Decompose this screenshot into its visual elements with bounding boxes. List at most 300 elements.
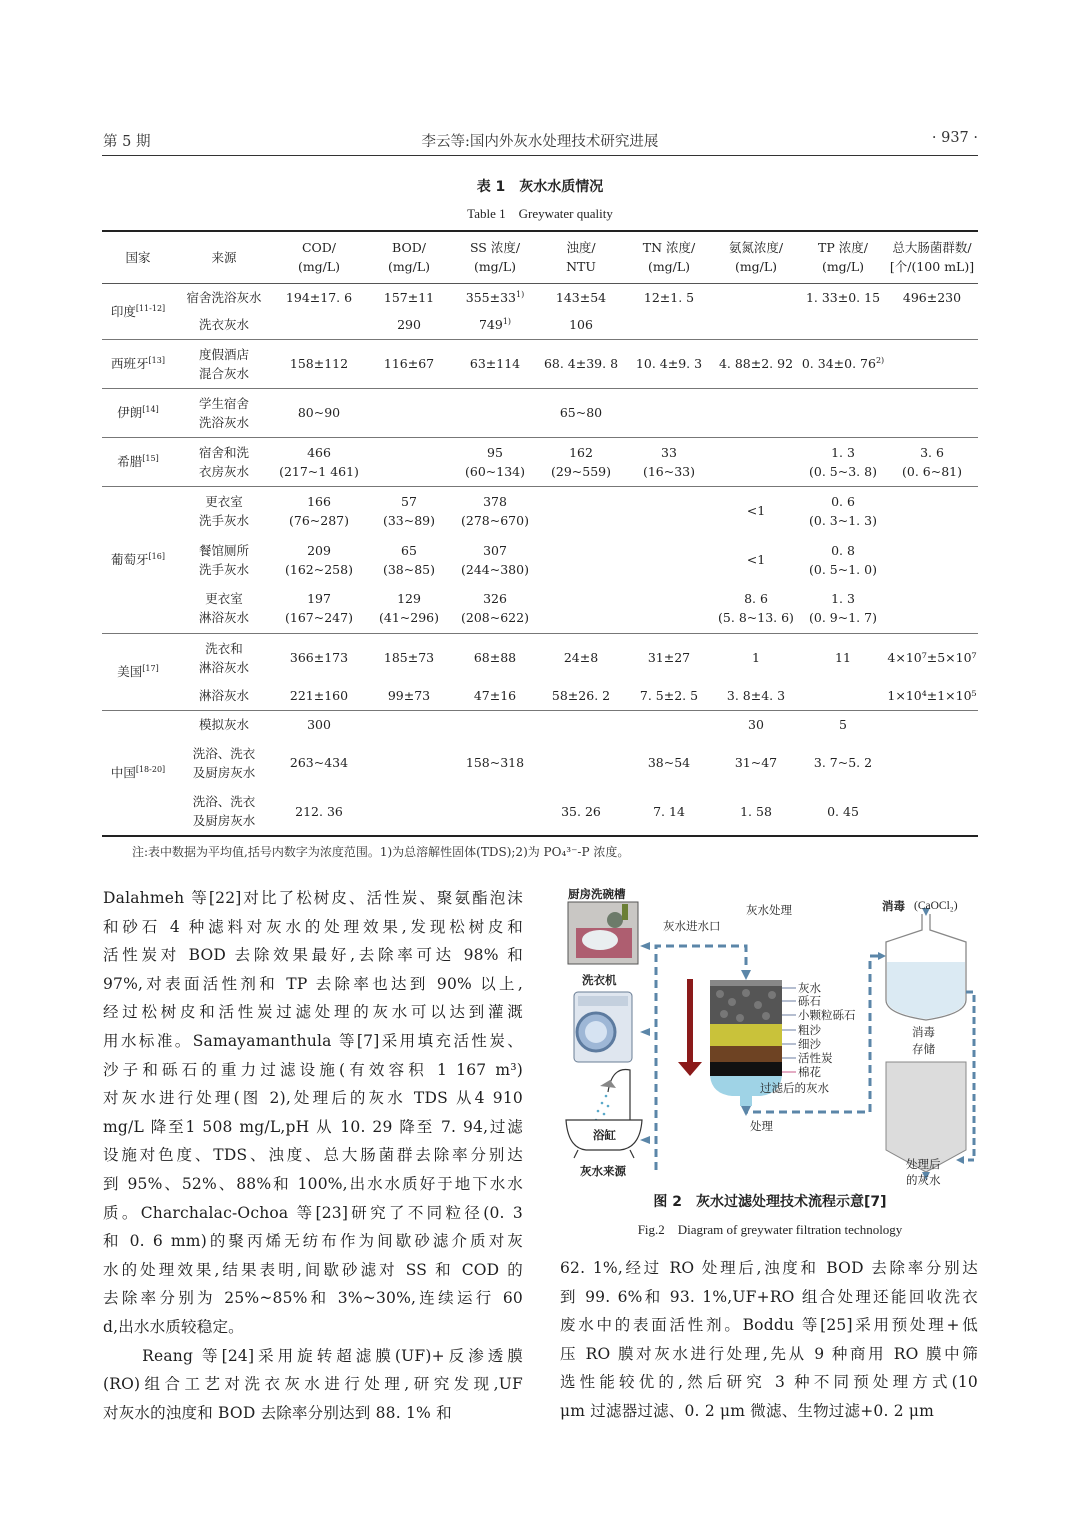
right-column-text [560, 1254, 978, 1426]
bod-value: 65 [401, 542, 417, 558]
tn-value: 38~54 [647, 755, 691, 770]
source-line: 宿舍洗浴灰水 [186, 289, 262, 305]
text-line: 和 0. 6 mm)的聚丙烯无纺布作为间歇砂滤介质对灰 [103, 1232, 523, 1251]
tp-value: 0. 8 [831, 542, 855, 558]
footnote-mark: 2) [875, 356, 885, 365]
label-greywater-treatment: 灰水处理 [746, 903, 792, 917]
bod-value: (33~89) [382, 512, 436, 528]
column-header [454, 231, 536, 283]
nh-value: 31~47 [734, 755, 778, 770]
tp-value: 1. 3 [831, 591, 855, 607]
tp-cell [800, 311, 886, 339]
country-cell [102, 486, 174, 633]
cod-value: 466 [307, 444, 331, 460]
country-cell [102, 388, 174, 437]
table-row [102, 486, 978, 535]
source-line: 学生宿舍 [198, 395, 249, 411]
tn-cell [626, 584, 712, 633]
column-header-line1: 浊度/ [566, 240, 596, 256]
source-cell [174, 710, 274, 738]
ss-cell [454, 633, 536, 682]
header-rule [102, 155, 978, 156]
source-line: 洗浴灰水 [198, 414, 249, 430]
coli-cell [886, 283, 978, 311]
turb-value: 162 [569, 444, 593, 460]
ss-cell [454, 710, 536, 738]
label-disinfect-store-1: 消毒 [912, 1025, 935, 1039]
bod-value: 157±11 [383, 289, 435, 305]
country-reference: [16] [148, 552, 165, 561]
source-line: 淋浴灰水 [198, 688, 249, 704]
table-row [102, 682, 978, 710]
column-header-line1: 来源 [211, 249, 237, 265]
source-cell [174, 388, 274, 437]
nh-cell [712, 633, 800, 682]
text-line: 水的处理效果,结果表明,间歇砂滤对 SS 和 COD 的 [103, 1260, 523, 1279]
coli-value: 4×10⁷±5×10⁷ [887, 650, 977, 666]
cod-value: 366±173 [289, 650, 349, 666]
tn-cell [626, 633, 712, 682]
source-line: 洗手灰水 [198, 512, 249, 528]
column-header-line1: TP 浓度/ [818, 240, 868, 256]
country-name: 伊朗 [117, 405, 143, 420]
source-line: 洗浴、洗衣 [192, 794, 256, 809]
tp-value: 0. 34±0. 76 [801, 356, 876, 371]
nh-cell [712, 311, 800, 339]
table-row [102, 584, 978, 633]
cod-value: 221±160 [289, 688, 349, 704]
running-title: 李云等:国内外灰水处理技术研究进展 [421, 134, 659, 150]
tp-value: 5 [839, 716, 847, 732]
text-line: 97%,对表面活性剂和 TP 去除率也达到 90% 以上, [103, 974, 523, 993]
country-name: 中国 [110, 765, 136, 781]
kitchen-sink-icon [568, 902, 638, 964]
cod-value: (76~287) [289, 512, 349, 528]
country-group [102, 710, 978, 836]
table-row [102, 738, 978, 787]
ss-value-wrap [454, 288, 536, 307]
coli-cell [886, 311, 978, 339]
ss-cell [454, 584, 536, 633]
nh-value: 30 [748, 716, 764, 732]
bod-cell [364, 535, 454, 584]
label-inlet: 灰水进水口 [663, 919, 721, 933]
source-cell [174, 283, 274, 311]
text-line: 和砂石 4 种滤料对灰水的处理效果,发现松树皮和 [103, 917, 523, 936]
label-greywater-source: 灰水来源 [580, 1164, 626, 1178]
turb-cell [536, 437, 626, 486]
ss-cell [454, 437, 536, 486]
tp-value: (0. 5~3. 8) [809, 463, 877, 479]
table-note: 注:表中数据为平均值,括号内数字为浓度范围。1)为总溶解性固体(TDS);2)为 PO₄³⁻-P 浓度。 [132, 845, 630, 859]
country-reference: [18-20] [135, 765, 166, 775]
column-header-line2: [个/(100 mL)] [889, 259, 975, 275]
cod-cell [274, 535, 364, 584]
ss-cell [454, 486, 536, 535]
tn-value: 12±1. 5 [643, 289, 695, 305]
filter-layer-label: 棉花 [798, 1065, 821, 1079]
source-line: 及厨房灰水 [192, 764, 256, 780]
column-header [626, 231, 712, 283]
source-line: 淋浴灰水 [198, 610, 249, 626]
turb-cell [536, 633, 626, 682]
table-row [102, 388, 978, 437]
column-header [102, 231, 174, 283]
text-line: Reang 等[24]采用旋转超滤膜(UF)+反渗透膜 [103, 1346, 523, 1365]
cod-value: 300 [307, 716, 331, 732]
nh-cell [712, 738, 800, 787]
cod-value: 158±112 [289, 356, 349, 371]
nh-cell [712, 388, 800, 437]
tp-value: 0. 6 [831, 493, 855, 509]
country-name: 西班牙 [111, 356, 149, 371]
coli-cell [886, 682, 978, 710]
tp-cell [800, 584, 886, 633]
source-line: 洗手灰水 [198, 561, 249, 577]
ss-value: 63±114 [469, 356, 521, 371]
layer-ticks [782, 988, 796, 1072]
turb-cell [536, 535, 626, 584]
source-cell [174, 486, 274, 535]
issue-number: 第 5 期 [103, 134, 151, 150]
filter-layer-label: 小颗粒砾石 [798, 1008, 856, 1022]
cod-value: 80~90 [297, 405, 341, 420]
ss-value: 355±33 [465, 289, 517, 305]
text-line: 去除率分别为 25%~85%和 3%~30%,连续运行 60 [103, 1289, 523, 1308]
table-row [102, 535, 978, 584]
bod-value: (38~85) [382, 561, 436, 577]
figure-2-diagram [560, 880, 980, 1190]
source-line: 度假酒店 [198, 346, 249, 362]
ss-value: (208~622) [461, 610, 529, 626]
table-row [102, 339, 978, 388]
tn-value: 31±27 [647, 650, 691, 666]
tp-value: 1. 33±0. 15 [805, 289, 881, 305]
turb-value: 65~80 [559, 405, 603, 420]
tn-value: (16~33) [642, 463, 696, 479]
country-name: 希腊 [117, 454, 143, 469]
column-header-line2: (mg/L) [387, 259, 431, 275]
greywater-quality-table [102, 230, 978, 837]
cod-value: 209 [307, 542, 331, 558]
nh-cell [712, 682, 800, 710]
column-header-line1: COD/ [301, 240, 337, 256]
bod-value: 290 [397, 317, 421, 333]
tn-cell [626, 738, 712, 787]
turb-value: (29~559) [551, 463, 611, 479]
country-cell [102, 437, 174, 486]
cod-cell [274, 486, 364, 535]
ss-value-wrap [454, 315, 536, 334]
turb-value: 24±8 [563, 650, 599, 666]
ss-value: 95 [487, 444, 503, 460]
country-reference: [17] [142, 664, 159, 673]
tn-cell [626, 388, 712, 437]
source-line: 更衣室 [205, 493, 243, 509]
turb-cell [536, 311, 626, 339]
table-caption-cn: 表 1 灰水水质情况 [476, 179, 604, 195]
ss-value: 68±88 [473, 650, 517, 666]
tp-value: (0. 9~1. 7) [809, 610, 877, 626]
source-line: 餐馆厕所 [198, 542, 249, 558]
nh-value: 8. 6 [744, 591, 768, 607]
tn-value: 7. 5±2. 5 [639, 688, 699, 704]
bod-value: 57 [401, 493, 417, 509]
table-header [102, 231, 978, 283]
tp-value: 11 [835, 650, 851, 666]
country-name: 印度 [110, 303, 136, 319]
source-line: 淋浴灰水 [198, 659, 249, 675]
tn-cell [626, 311, 712, 339]
country-cell [102, 633, 174, 710]
bod-cell [364, 710, 454, 738]
nh-value: (5. 8~13. 6) [718, 610, 794, 626]
source-line: 洗浴、洗衣 [192, 745, 256, 761]
column-header [712, 231, 800, 283]
text-line: d,出水水质较稳定。 [103, 1317, 244, 1336]
bod-value: 116±67 [383, 356, 435, 371]
tp-cell [800, 486, 886, 535]
coli-cell [886, 535, 978, 584]
bathtub-icon [566, 1069, 642, 1158]
table-row [102, 710, 978, 738]
turb-cell [536, 710, 626, 738]
turb-value: 106 [569, 317, 593, 333]
tn-cell [626, 535, 712, 584]
flow-direction-arrow [678, 979, 702, 1076]
label-bathtub: 浴缸 [593, 1128, 616, 1142]
source-cell [174, 633, 274, 682]
bod-cell [364, 339, 454, 388]
turb-cell [536, 682, 626, 710]
country-group [102, 339, 978, 388]
country-group [102, 633, 978, 710]
table-row [102, 633, 978, 682]
column-header [364, 231, 454, 283]
source-cell [174, 738, 274, 787]
cod-value: 263~434 [289, 755, 349, 770]
tp-value: 0. 45 [827, 803, 859, 819]
column-header-line2: (mg/L) [473, 259, 517, 275]
column-header-line1: 国家 [125, 249, 151, 265]
ss-value: (278~670) [461, 512, 529, 528]
table-row [102, 787, 978, 836]
left-column-text [103, 884, 523, 1427]
cod-cell [274, 738, 364, 787]
coli-cell [886, 486, 978, 535]
label-treated-1: 处理后 [906, 1157, 941, 1171]
nh-cell [712, 437, 800, 486]
source-line: 及厨房灰水 [192, 813, 256, 828]
country-cell [102, 710, 174, 836]
filter-layer-label: 砾石 [798, 994, 821, 1008]
bod-cell [364, 787, 454, 836]
tp-value: (0. 5~1. 0) [809, 561, 877, 577]
label-washing-machine: 洗衣机 [582, 973, 617, 987]
tn-cell [626, 339, 712, 388]
ss-cell [454, 738, 536, 787]
column-header [800, 231, 886, 283]
cod-value: 212. 36 [295, 803, 343, 819]
tp-cell [800, 283, 886, 311]
text-line: Dalahmeh 等[22]对比了松树皮、活性炭、聚氨酯泡沫 [103, 889, 523, 907]
country-group [102, 486, 978, 633]
tn-cell [626, 710, 712, 738]
label-treatment: 处理 [750, 1119, 773, 1133]
table-row [102, 283, 978, 311]
country-name: 葡萄牙 [111, 552, 149, 567]
cod-value: (167~247) [285, 610, 353, 626]
ss-cell [454, 682, 536, 710]
turb-cell [536, 339, 626, 388]
turb-value: 58±26. 2 [551, 688, 611, 704]
tn-cell [626, 787, 712, 836]
cod-cell [274, 283, 364, 311]
ss-cell [454, 311, 536, 339]
bod-value: 185±73 [383, 650, 435, 666]
figure-caption-cn: 图 2 灰水过滤处理技术流程示意[7] [653, 1194, 887, 1210]
bod-value: 129 [397, 591, 421, 607]
country-group [102, 388, 978, 437]
washing-machine-icon [574, 992, 632, 1062]
cod-value: (162~258) [285, 561, 353, 577]
ss-cell [454, 535, 536, 584]
tp-cell [800, 710, 886, 738]
tp-cell [800, 388, 886, 437]
coli-value: 1×10⁴±1×10⁵ [887, 688, 977, 704]
column-header [536, 231, 626, 283]
cod-cell [274, 633, 364, 682]
source-line: 衣房灰水 [198, 463, 249, 479]
bod-value: (41~296) [379, 610, 439, 626]
country-reference: [14] [142, 405, 159, 414]
text-line: 用水标准。Samayamanthula 等[7]采用填充活性炭、 [103, 1031, 523, 1050]
filter-layer-label: 灰水 [798, 981, 821, 995]
cod-cell [274, 339, 364, 388]
text-line: 活性炭对 BOD 去除效果最好,去除率可达 98% 和 [103, 946, 523, 965]
column-header-line1: 总大肠菌群数/ [892, 240, 972, 256]
turb-cell [536, 388, 626, 437]
coli-cell [886, 584, 978, 633]
bod-cell [364, 437, 454, 486]
source-line: 宿舍和洗 [198, 444, 249, 460]
cod-cell [274, 682, 364, 710]
ss-value: 326 [483, 591, 507, 607]
column-header-line2: (mg/L) [734, 259, 778, 275]
tn-cell [626, 682, 712, 710]
nh-value: 3. 8±4. 3 [726, 688, 786, 704]
tn-cell [626, 437, 712, 486]
text-line: 到 95%、52%、88%和 100%,出水水质好于地下水水 [103, 1174, 523, 1193]
bod-cell [364, 283, 454, 311]
turb-cell [536, 787, 626, 836]
nh-cell [712, 584, 800, 633]
cod-cell [274, 388, 364, 437]
nh-value: 4. 88±2. 92 [718, 356, 794, 371]
text-line: 对灰水进行处理(图 2),处理后的灰水 TDS 从4 910 [103, 1089, 523, 1108]
ss-cell [454, 283, 536, 311]
coli-value: 496±230 [902, 289, 962, 305]
ss-value: 749 [478, 317, 503, 333]
coli-value: 3. 6 [920, 444, 944, 460]
ss-value: 158~318 [465, 755, 525, 770]
label-calcium-hypochlorite: (CaOCl₂) [914, 900, 958, 912]
bod-cell [364, 633, 454, 682]
column-header-line2: NTU [566, 259, 596, 275]
source-line: 混合灰水 [198, 365, 249, 381]
column-header-line1: SS 浓度/ [469, 240, 521, 256]
tp-value: (0. 3~1. 3) [809, 512, 877, 528]
bod-cell [364, 486, 454, 535]
tp-cell [800, 437, 886, 486]
nh-cell [712, 486, 800, 535]
text-line: 62. 1%,经过 RO 处理后,浊度和 BOD 去除率分别达 [560, 1259, 978, 1277]
column-header-line1: 氨氮浓度/ [728, 240, 784, 256]
text-line: 经过松树皮和活性炭过滤处理的灰水可以达到灌溉 [103, 1003, 523, 1022]
tn-value: 33 [661, 444, 677, 460]
text-line: 废水中的表面活性剂。Boddu 等[25]采用预处理+低 [560, 1316, 978, 1335]
country-cell [102, 339, 174, 388]
cod-value: 197 [307, 591, 331, 607]
nh-cell [712, 339, 800, 388]
source-cell [174, 682, 274, 710]
tn-value: 10. 4±9. 3 [635, 356, 703, 371]
source-cell [174, 787, 274, 836]
bod-cell [364, 388, 454, 437]
source-line: 模拟灰水 [198, 716, 249, 732]
filter-layer-label: 细沙 [798, 1037, 821, 1051]
cod-value: (217~1 461) [279, 463, 359, 479]
nh-value: 1. 58 [740, 803, 772, 819]
tp-cell [800, 682, 886, 710]
text-line: 选性能较优的,然后研究 3 种不同预处理方式(10 [560, 1373, 978, 1392]
cod-value: 166 [307, 493, 331, 509]
tn-cell [626, 486, 712, 535]
tp-cell [800, 787, 886, 836]
nh-cell [712, 535, 800, 584]
cod-cell [274, 311, 364, 339]
bod-value: 99±73 [387, 688, 431, 704]
table-caption-en: Table 1 Greywater quality [467, 206, 613, 221]
tn-value: 7. 14 [653, 803, 685, 819]
turb-value: 35. 26 [561, 803, 601, 819]
column-header [886, 231, 978, 283]
turb-cell [536, 486, 626, 535]
bod-cell [364, 682, 454, 710]
coli-cell [886, 787, 978, 836]
text-line: mg/L 降至1 508 mg/L,pH 从 10. 29 降至 7. 94,过滤 [103, 1117, 523, 1136]
cod-cell [274, 437, 364, 486]
ss-value: (60~134) [465, 463, 525, 479]
tp-cell [800, 633, 886, 682]
page-number: · 937 · [931, 130, 978, 146]
tp-value-wrap [800, 354, 886, 373]
label-treated-2: 的灰水 [906, 1173, 941, 1187]
text-line: 到 99. 6%和 93. 1%,UF+RO 组合处理还能回收洗衣 [560, 1287, 978, 1306]
coli-cell [886, 710, 978, 738]
filter-layer-label: 活性炭 [798, 1051, 833, 1065]
coli-cell [886, 437, 978, 486]
tp-value: 3. 7~5. 2 [813, 755, 873, 770]
source-line: 洗衣灰水 [198, 317, 249, 333]
text-line: 设施对色度、TDS、浊度、总大肠菌群去除率分别达 [103, 1146, 523, 1165]
country-reference: [11-12] [135, 303, 166, 313]
nh-value: <1 [746, 552, 766, 567]
ss-value: 378 [483, 493, 507, 509]
tn-cell [626, 283, 712, 311]
ss-cell [454, 787, 536, 836]
bod-cell [364, 738, 454, 787]
